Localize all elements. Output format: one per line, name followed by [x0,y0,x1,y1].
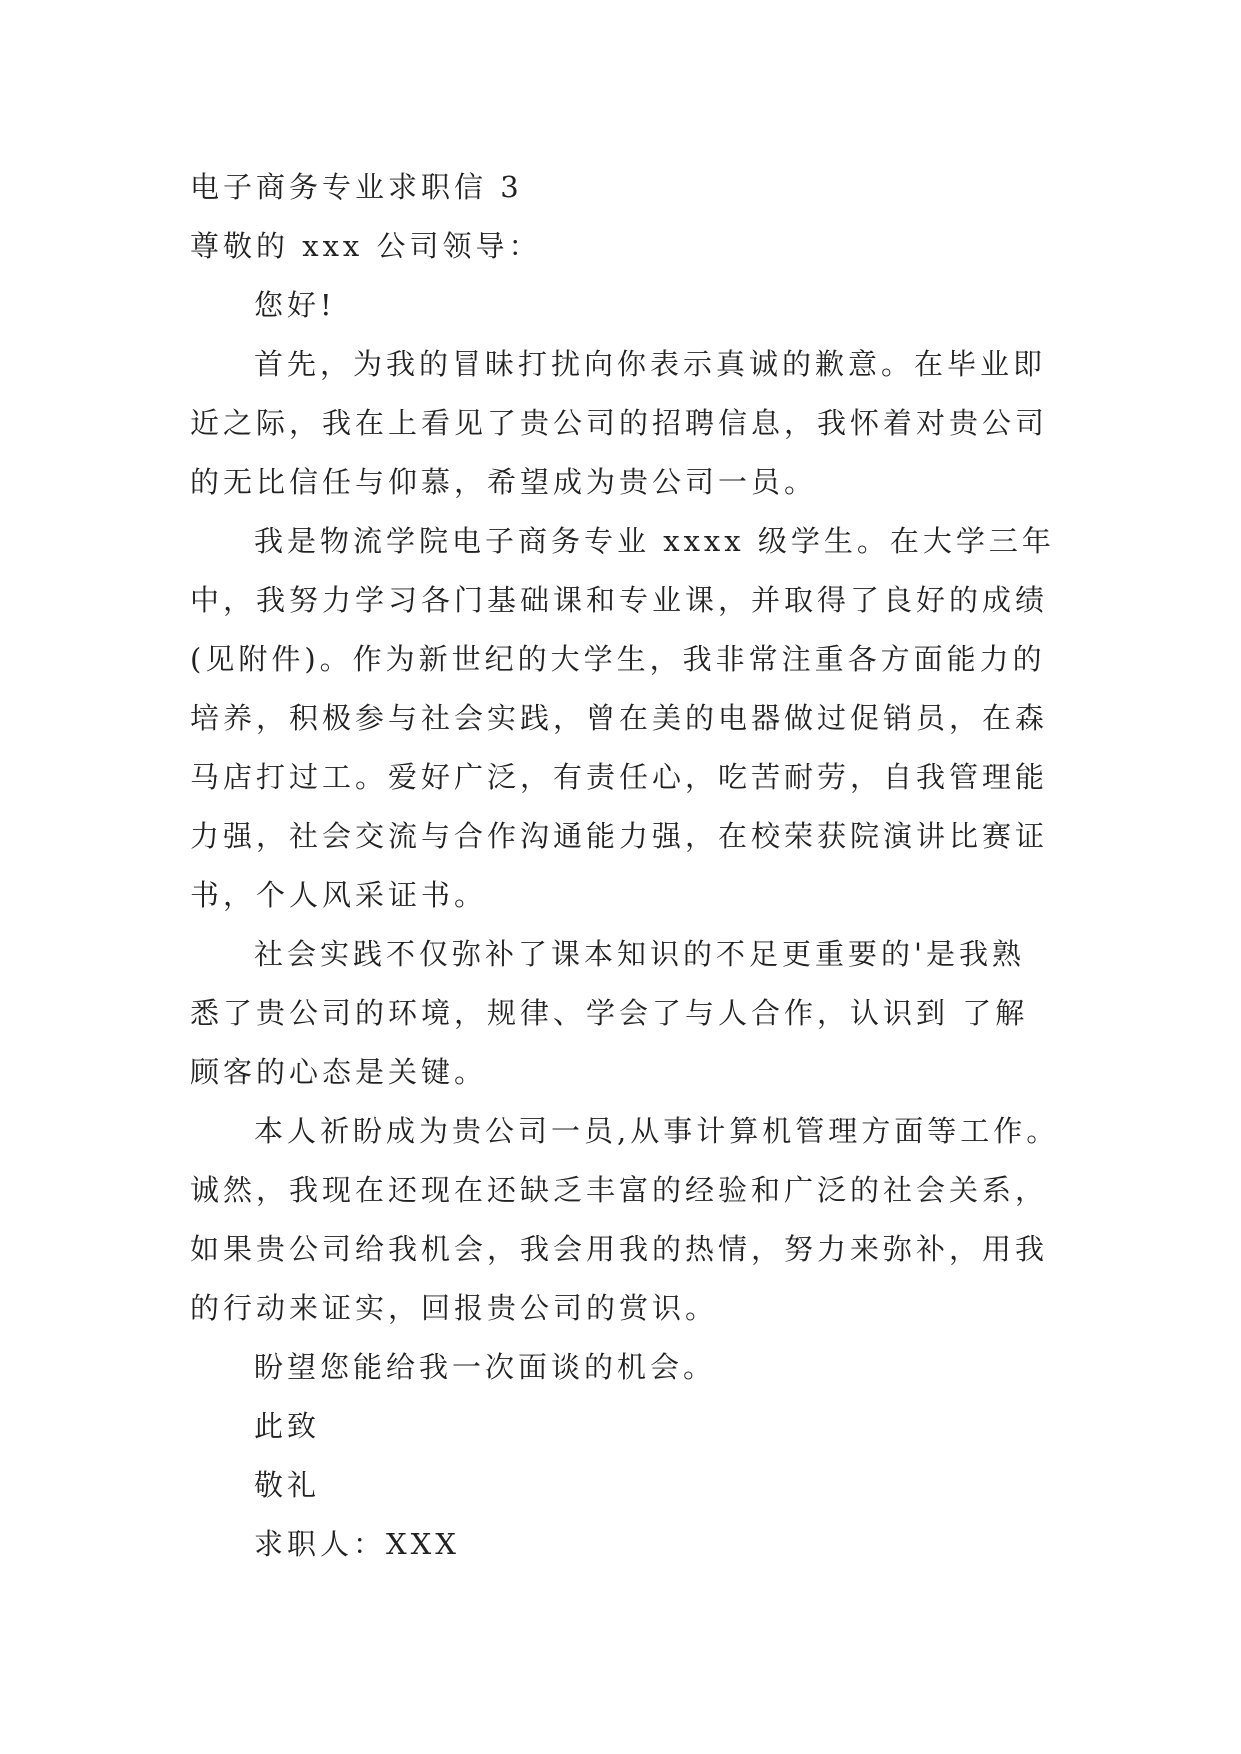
paragraph-line: 本人祈盼成为贵公司一员,从事计算机管理方面等工作。 [254,1114,1060,1148]
letter-body [190,158,1060,1574]
paragraph-line: 我是物流学院电子商务专业 xxxx 级学生。在大学三年 [254,524,1055,558]
salutation: 尊敬的 xxx 公司领导： [190,229,542,263]
paragraph-line: 力强，社会交流与合作沟通能力强，在校荣获院演讲比赛证 [190,819,1049,853]
document-title: 电子商务专业求职信 3 [190,170,523,204]
paragraph-line: 培养，积极参与社会实践，曾在美的电器做过促销员，在森 [190,701,1049,735]
paragraph-line: 书，个人风采证书。 [190,878,488,912]
paragraph-line: 中，我努力学习各门基础课和专业课，并取得了良好的成绩 [190,583,1049,617]
paragraph-practice [190,925,1060,1102]
paragraph-line: 的无比信任与仰慕，希望成为贵公司一员。 [190,465,818,499]
paragraph-line: 近之际，我在上看见了贵公司的招聘信息，我怀着对贵公司 [190,406,1049,440]
closing-wish: 盼望您能给我一次面谈的机会。 [254,1350,717,1384]
paragraph-line: (见附件)。作为新世纪的大学生，我非常注重各方面能力的 [190,642,1046,676]
closing-jing-li: 敬礼 [254,1468,321,1502]
paragraph-line: 诚然，我现在还现在还缺乏丰富的经验和广泛的社会关系， [190,1173,1049,1207]
paragraph-line: 悉了贵公司的环境，规律、学会了与人合作，认识到 了解 [190,996,1029,1030]
paragraph-line: 马店打过工。爱好广泛，有责任心，吃苦耐劳，自我管理能 [190,760,1049,794]
paragraph-line: 社会实践不仅弥补了课本知识的不足更重要的'是我熟 [254,937,1025,971]
paragraph-apology [190,335,1060,512]
greeting: 您好! [254,288,336,322]
signature: 求职人：XXX [254,1527,460,1561]
paragraph-aspiration [190,1102,1060,1338]
paragraph-line: 的行动来证实，回报贵公司的赏识。 [190,1291,719,1325]
paragraph-line: 如果贵公司给我机会，我会用我的热情，努力来弥补，用我 [190,1232,1049,1266]
paragraph-line: 首先，为我的冒昧打扰向你表示真诚的歉意。在毕业即 [254,347,1047,381]
paragraph-introduction [190,512,1060,925]
closing-ci-zhi: 此致 [254,1409,321,1443]
paragraph-line: 顾客的心态是关键。 [190,1055,488,1089]
